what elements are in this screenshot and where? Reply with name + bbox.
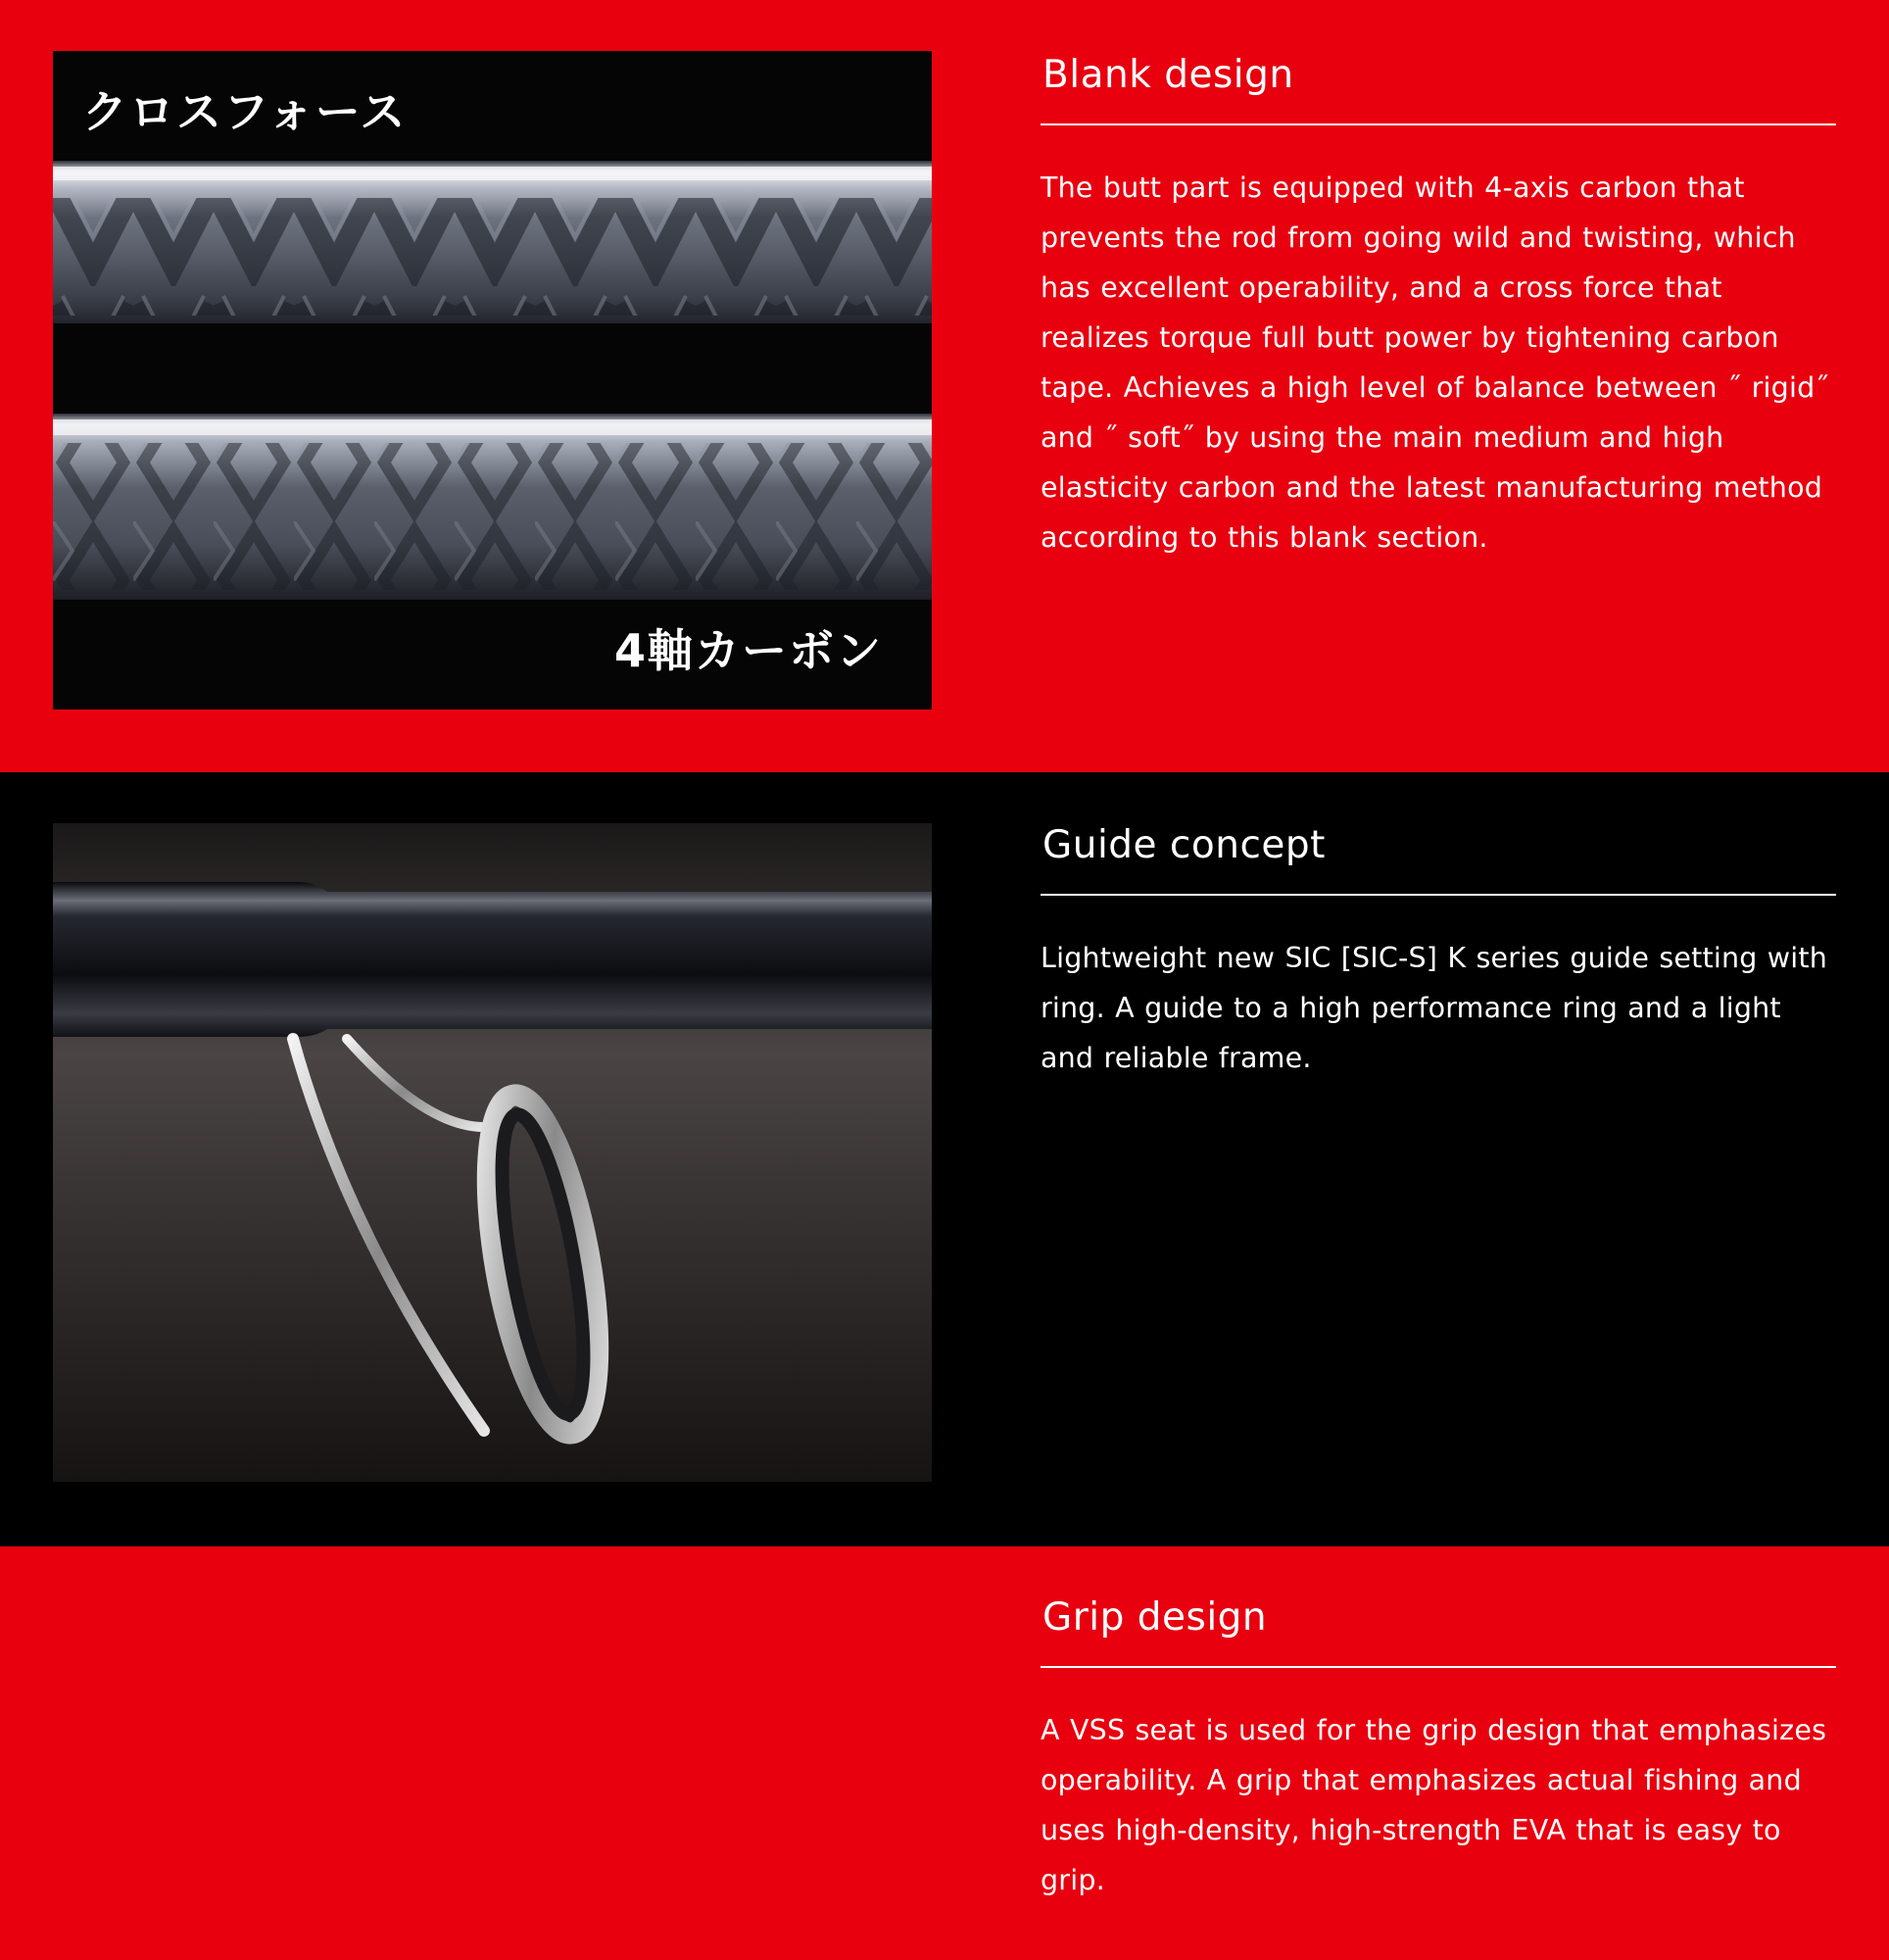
grip-design-text bbox=[1041, 1593, 1836, 1905]
section-title: Guide concept bbox=[1042, 823, 1326, 867]
title-divider bbox=[1041, 1666, 1836, 1668]
carbon-blank-illustration bbox=[53, 51, 932, 710]
guide-concept-section bbox=[0, 772, 1889, 1546]
grip-design-section bbox=[0, 1546, 1889, 1960]
section-title: Grip design bbox=[1042, 1595, 1268, 1640]
cross-force-label: クロスフォース bbox=[82, 85, 408, 138]
blank-design-section bbox=[0, 0, 1889, 772]
rod-guide-photo bbox=[53, 823, 932, 1482]
title-divider bbox=[1041, 123, 1836, 125]
rod-guide-illustration bbox=[53, 823, 932, 1482]
guide-concept-text bbox=[1041, 821, 1836, 1083]
blank-design-text bbox=[1041, 51, 1836, 563]
title-divider bbox=[1041, 894, 1836, 896]
section-body: Lightweight new SIC [SIC-S] K series guide setting with ring. A guide to a high performance ring and a light and reliable frame. bbox=[1041, 942, 1828, 1074]
carbon-blank-photo bbox=[53, 51, 932, 710]
section-title: Blank design bbox=[1042, 53, 1294, 97]
section-body: The butt part is equipped with 4-axis carbon that prevents the rod from going wild and twisting, which has excellent operability, and a cross force that realizes torque full butt power by tightening carbon tape. Achieves a high level of balance between ˝ rigid˝ and ˝ soft˝ by using the main medium and high elasticity carbon and the latest manufacturing method according to this blank section. bbox=[1041, 172, 1829, 554]
section-body: A VSS seat is used for the grip design that emphasizes operability. A grip that emphasizes actual fishing and uses high-density, high-strength EVA that is easy to grip. bbox=[1041, 1714, 1827, 1896]
four-axis-carbon-label: 4軸カーボン bbox=[613, 624, 883, 677]
